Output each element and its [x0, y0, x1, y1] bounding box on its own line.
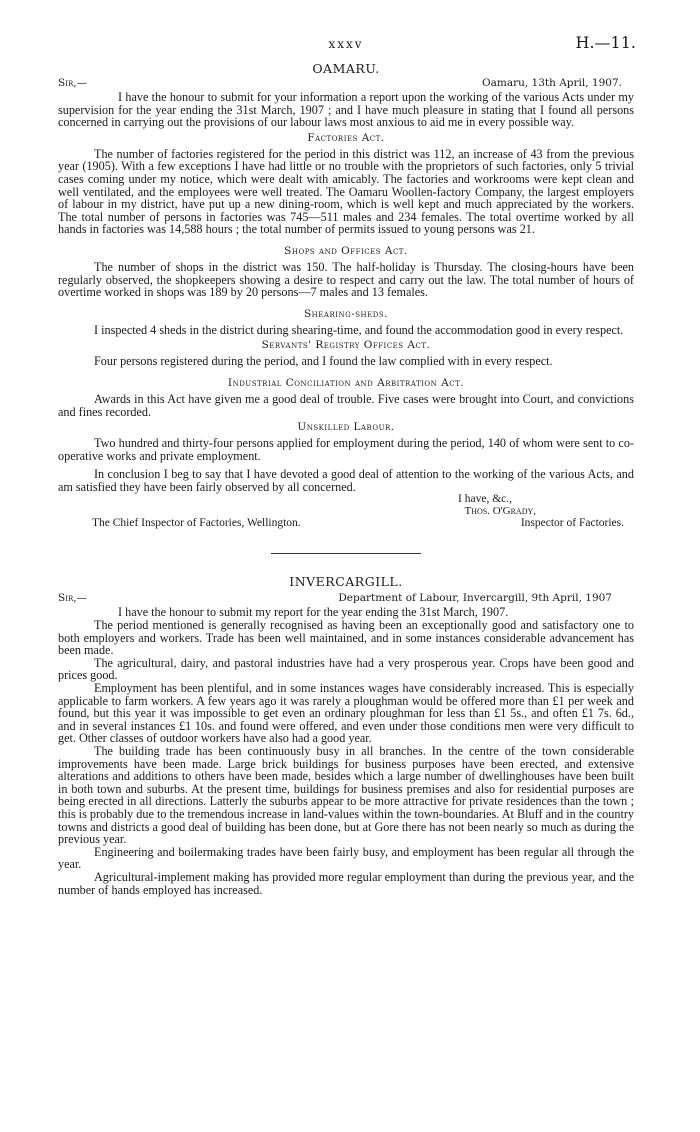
oamaru-signatory-title: Inspector of Factories. [520, 517, 624, 530]
oamaru-intro: I have the honour to submit for your information a report upon the working of the various Acts under my supervision for the year ending the 31st March, 1907 ; and I have much pleasure in stating that I found all persons concerned in carrying out the provisions of our labour laws most anxious to aid me in every possible way. [58, 90, 634, 130]
page-reference: H.—11. [575, 33, 636, 52]
oamaru-salutation-line [58, 77, 634, 91]
section-divider [271, 553, 421, 554]
unskilled-labour-text: Two hundred and thirty-four persons applied for employment during the period, 140 of whom were sent to co-operative works and private employment. [58, 436, 634, 463]
shearing-sheds-heading: Shearing-sheds. [303, 307, 389, 320]
invercargill-intro: I have the honour to submit my report for the year ending the 31st March, 1907. [118, 605, 509, 620]
oamaru-dateline: Oamaru, 13th April, 1907. [482, 77, 622, 89]
invercargill-salutation: Sir,— [58, 592, 88, 605]
shearing-sheds-text: I inspected 4 sheds in the district during shearing-time, and found the accommodation good in every respect. [94, 322, 624, 337]
invercargill-paragraph: The building trade has been continuously busy in all branches. In the centre of the town considerable improvements have been made. Large brick buildings for business purposes have been erected, and extensive alterations and additions to others have been made, besides which a large number of dwellinghouses have been built in both town and suburbs. At the present time, buildings for business premises and also for residential purposes are being erected in all directions. Latterly the suburbs appear to be more attractive for private residences than the town ; this is probably due to the tremendous increase in land-values within the town-boundaries. At Bluff and in the country towns and districts a good deal of building has been done, but at Gore there has not been nearly so much as during the previous year. [58, 744, 634, 847]
oamaru-conclusion: In conclusion I beg to say that I have devoted a good deal of attention to the working of the various Acts, and am satisfied they have been fairly observed by all concerned. [58, 467, 634, 494]
invercargill-paragraph: Engineering and boilermaking trades have been fairly busy, and employment has been regular all through the year. [58, 844, 634, 872]
oamaru-closing: I have, &c., [458, 493, 512, 506]
invercargill-dateline: Department of Labour, Invercargill, 9th April, 1907 [338, 592, 612, 605]
ica-act-heading: Industrial Conciliation and Arbitration Act. [227, 376, 465, 389]
page-number-roman: xxxv [328, 37, 364, 51]
oamaru-salutation: Sir,— [58, 77, 88, 89]
oamaru-title: OAMARU. [312, 61, 380, 76]
invercargill-paragraph: Employment has been plentiful, and in some instances wages have considerably increased. This is especially applicable to farm workers. A few years ago it was rarely a ploughman would be offered more than £1 per week and found, but this year it was impossible to get even an ordinary ploughman for less than £1 5s., and often £1 7s. 6d., and in several instances £1 10s. and found were offered, and even under those conditions men were very difficult to get. Other classes of outdoor workers have also had a good year. [58, 681, 634, 746]
document-page [58, 33, 634, 896]
factories-act-text: The number of factories registered for the period in this district was 112, an increase of 43 from the previous year (1905). With a few exceptions I have had little or no trouble with the proprietors of such factories, only 5 trivial cases coming under my notice, which were dealt with amicably. The factories and workrooms were kept clean and well ventilated, and the employees were well treated. The Oamaru Woollen-factory Company, the largest employers of labour in my district, have put up a new dining-room, which is well kept and much appreciated by the workers. The total number of persons in factories was 745—511 males and 234 females. The total overtime worked by all hands in factories was 14,588 hours ; the total number of permits issued to young persons was 21. [58, 146, 634, 237]
oamaru-signatory: Thos. O'Grady, [464, 505, 536, 518]
shops-act-text: The number of shops in the district was 150. The half-holiday is Thursday. The closing-hours have been regularly observed, the shopkeepers showing a desire to respect and carry out the law. The total number of hours of overtime worked in shops was 189 by 20 persons—7 males and 13 females. [58, 259, 634, 300]
running-head [58, 33, 634, 55]
invercargill-paragraph: The period mentioned is generally recognised as having been an exceptionally good and satisfactory one to both employers and workers. Trade has been well maintained, and in some instances considerable advancement has been made. [58, 618, 634, 658]
invercargill-title: INVERCARGILL. [289, 574, 403, 590]
ica-act-text: Awards in this Act have given me a good deal of trouble. Five cases were brought into Court, and convictions and fines recorded. [58, 391, 634, 419]
invercargill-paragraph: Agricultural-implement making has provided more regular employment than during the previous year, and the number of hands employed has increased. [58, 869, 634, 897]
unskilled-labour-heading: Unskilled Labour. [297, 421, 395, 434]
invercargill-paragraph: The agricultural, dairy, and pastoral industries have had a very prosperous year. Crops have been good and prices good. [58, 655, 634, 683]
invercargill-salutation-line [58, 592, 634, 606]
servants-act-heading: Servants' Registry Offices Act. [261, 339, 431, 352]
oamaru-address-line [58, 517, 634, 531]
shops-act-heading: Shops and Offices Act. [284, 244, 408, 257]
oamaru-addressee: The Chief Inspector of Factories, Wellington. [92, 517, 301, 530]
factories-act-heading: Factories Act. [307, 131, 385, 144]
servants-act-text: Four persons registered during the period, and I found the law complied with in every respect. [94, 354, 553, 369]
